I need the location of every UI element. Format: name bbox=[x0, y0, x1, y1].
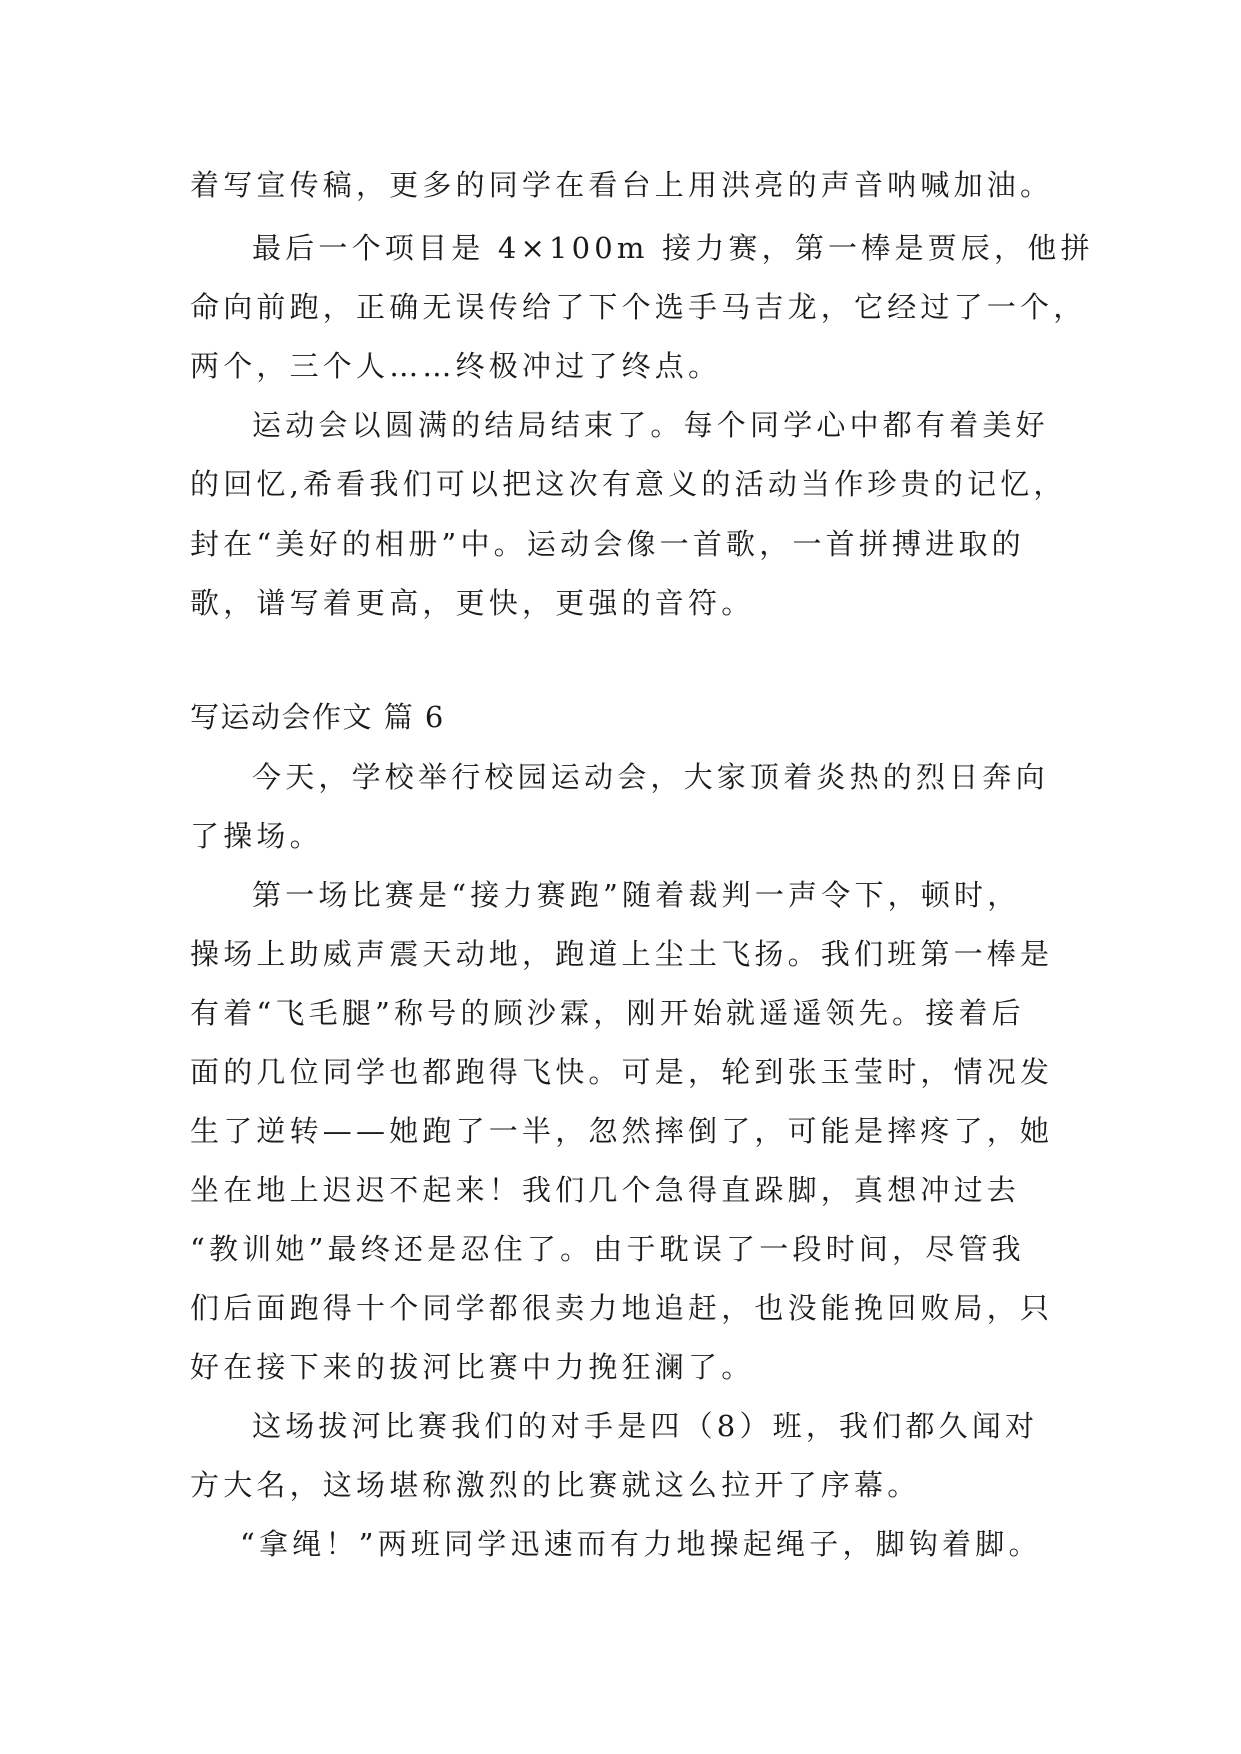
section-heading: 写运动会作文 篇 6 bbox=[190, 700, 445, 734]
text-line: 的回忆,希看我们可以把这次有意义的活动当作珍贵的记忆， bbox=[190, 467, 1067, 501]
paragraph-first-line: 运动会以圆满的结局结束了。每个同学心中都有着美好 bbox=[252, 408, 1049, 442]
text-line: 方大名，这场堪称激烈的比赛就这么拉开了序幕。 bbox=[190, 1468, 921, 1502]
text-line: 好在接下来的拔河比赛中力挽狂澜了。 bbox=[190, 1350, 755, 1384]
paragraph-first-line: 最后一个项目是 4×100m 接力赛，第一棒是贾辰，他拼 bbox=[252, 231, 1094, 265]
text-line: 操场上助威声震天动地，跑道上尘土飞扬。我们班第一棒是 bbox=[190, 937, 1054, 971]
paragraph-first-line: 第一场比赛是“接力赛跑”随着裁判一声令下，顿时， bbox=[252, 878, 1021, 912]
text-line: 生了逆转——她跑了一半，忽然摔倒了，可能是摔疼了，她 bbox=[190, 1114, 1054, 1148]
paragraph-first-line: 这场拔河比赛我们的对手是四（8）班，我们都久闻对 bbox=[252, 1409, 1039, 1443]
text-line: 面的几位同学也都跑得飞快。可是，轮到张玉莹时，情况发 bbox=[190, 1055, 1054, 1089]
paragraph-first-line: 今天，学校举行校园运动会，大家顶着炎热的烈日奔向 bbox=[252, 760, 1049, 794]
text-line: 着写宣传稿，更多的同学在看台上用洪亮的声音呐喊加油。 bbox=[190, 168, 1054, 202]
text-line: 有着“飞毛腿”称号的顾沙霖，刚开始就遥遥领先。接着后 bbox=[190, 996, 1025, 1030]
text-line: 了操场。 bbox=[190, 819, 323, 853]
text-line: 封在“美好的相册”中。运动会像一首歌，一首拼搏进取的 bbox=[190, 527, 1025, 561]
text-line: 坐在地上迟迟不起来！我们几个急得直跺脚，真想冲过去 bbox=[190, 1173, 1021, 1207]
paragraph-first-line: “拿绳！”两班同学迅速而有力地操起绳子，脚钩着脚。 bbox=[240, 1527, 1042, 1561]
text-line: “教训她”最终还是忍住了。由于耽误了一段时间，尽管我 bbox=[190, 1232, 1025, 1266]
text-line: 命向前跑，正确无误传给了下个选手马吉龙，它经过了一个， bbox=[190, 290, 1087, 324]
text-line: 们后面跑得十个同学都很卖力地追赶，也没能挽回败局，只 bbox=[190, 1291, 1054, 1325]
text-line: 歌，谱写着更高，更快，更强的音符。 bbox=[190, 586, 755, 620]
text-line: 两个，三个人……终极冲过了终点。 bbox=[190, 349, 722, 383]
